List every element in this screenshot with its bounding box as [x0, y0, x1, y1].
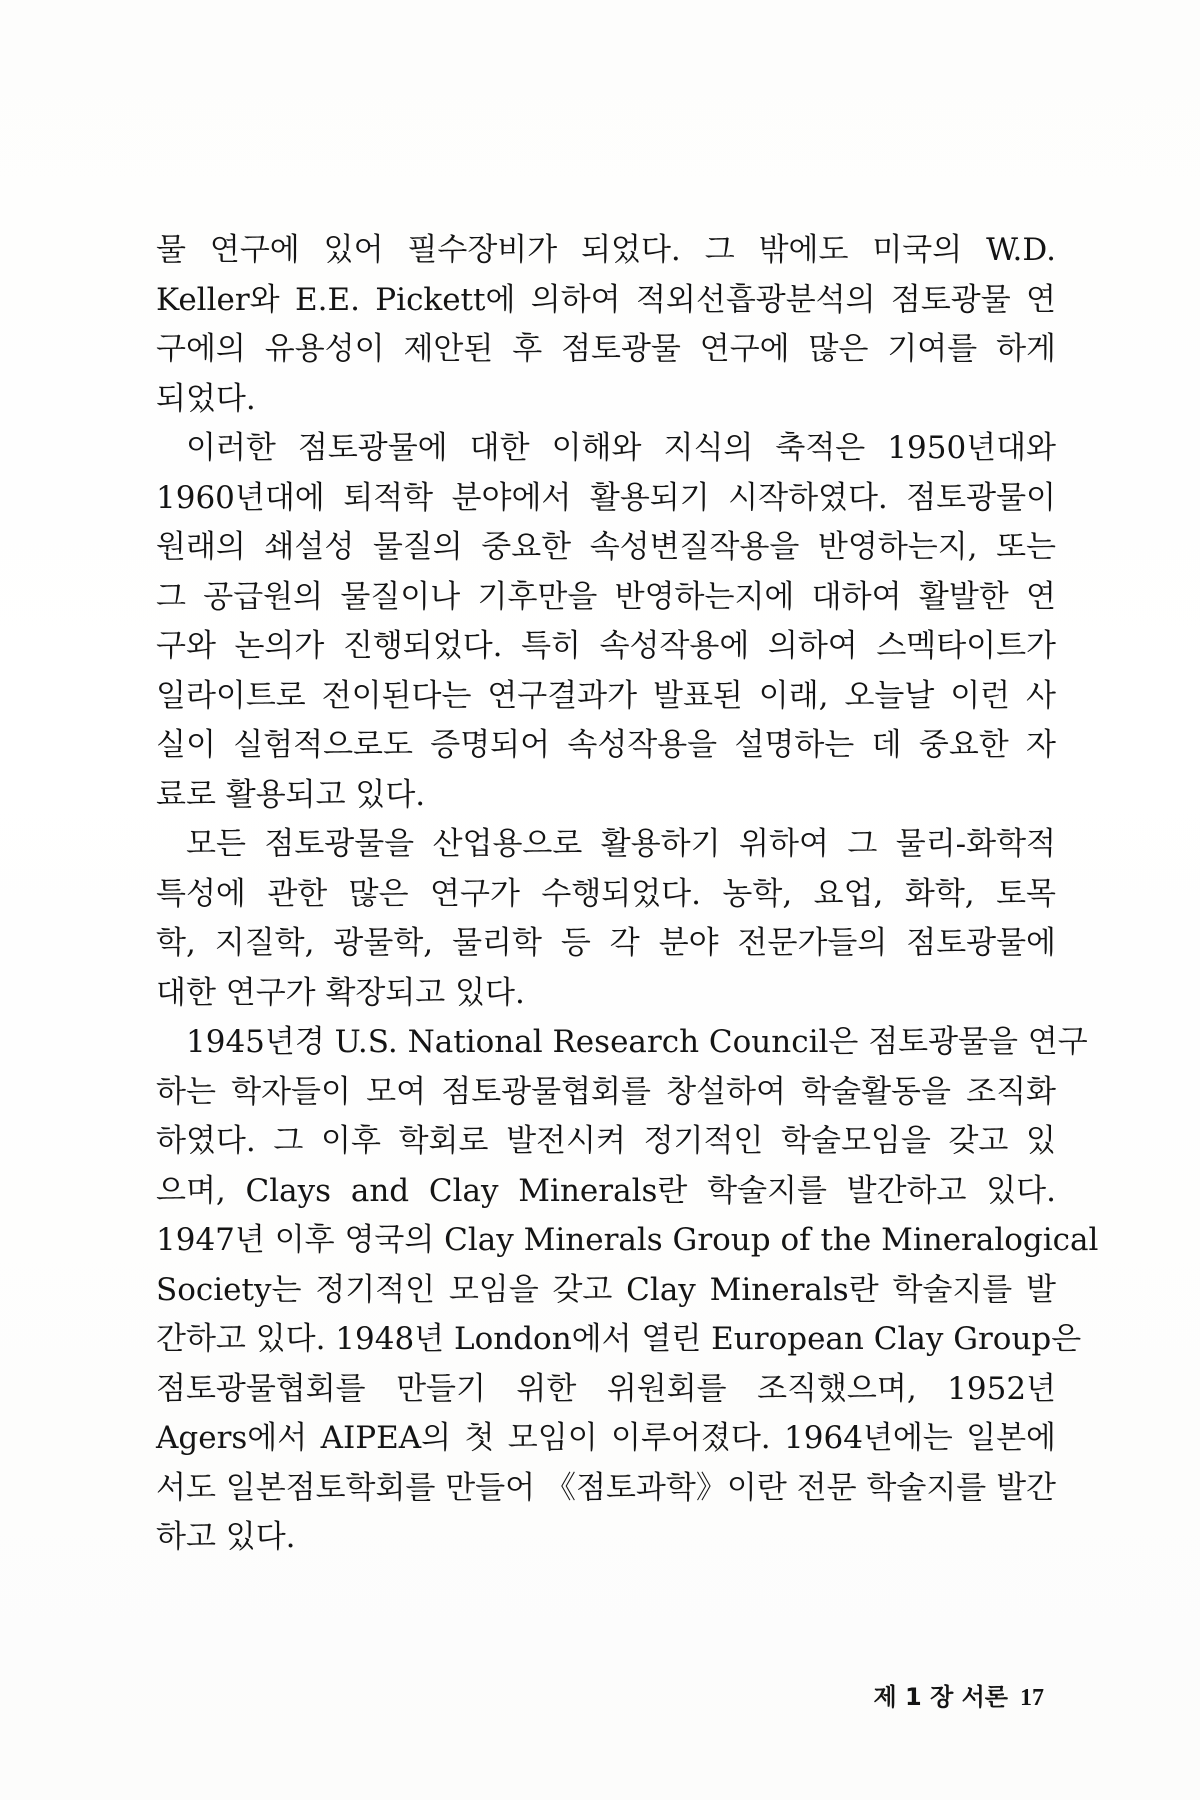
text-line: Society는 정기적인 모임을 갖고 Clay Minerals란 학술지를 발 — [156, 1271, 1056, 1308]
paragraph-3 — [156, 820, 1056, 1018]
page-number: 17 — [1020, 1685, 1044, 1711]
text-line: 되었다. — [156, 380, 256, 417]
text-line: 실이 실험적으로도 증명되어 속성작용을 설명하는 데 중요한 자 — [156, 727, 1056, 763]
text-line: 하였다. 그 이후 학회로 발전시켜 정기적인 학술모임을 갖고 있 — [156, 1123, 1056, 1159]
text-line: 그 공급원의 물질이나 기후만을 반영하는지에 대하여 활발한 연 — [156, 578, 1056, 615]
text-line: 간하고 있다. 1948년 London에서 열린 European Clay Group은 — [156, 1321, 1082, 1357]
page-footer — [873, 1677, 1044, 1712]
text-line: 1960년대에 퇴적학 분야에서 활용되기 시작하였다. 점토광물이 — [156, 479, 1056, 516]
text-line: 1947년 이후 영국의 Clay Minerals Group of the Mineralogical — [156, 1222, 1099, 1258]
text-line: Keller와 E.E. Pickett에 의하여 적외선흡광분석의 점토광물 연 — [156, 281, 1056, 318]
text-line: 1945년경 U.S. National Research Council은 점토광물을 연구 — [186, 1024, 1088, 1060]
text-line: 서도 일본점토학회를 만들어 《점토과학》이란 전문 학술지를 발간 — [156, 1469, 1056, 1506]
text-line: 이러한 점토광물에 대한 이해와 지식의 축적은 1950년대와 — [186, 430, 1056, 466]
text-line: 하고 있다. — [156, 1519, 296, 1555]
text-line: 하는 학자들이 모여 점토광물협회를 창설하여 학술활동을 조직화 — [156, 1073, 1056, 1110]
paragraph-4 — [156, 1018, 1099, 1563]
body-text — [156, 226, 1099, 1563]
paragraph-2 — [156, 424, 1056, 820]
text-line: Agers에서 AIPEA의 첫 모임이 이루어졌다. 1964년에는 일본에 — [156, 1420, 1056, 1456]
text-line: 구와 논의가 진행되었다. 특히 속성작용에 의하여 스멕타이트가 — [156, 628, 1056, 664]
text-line: 으며, Clays and Clay Minerals란 학술지를 발간하고 있다. — [156, 1172, 1056, 1209]
paragraph-1 — [156, 226, 1056, 424]
text-line: 점토광물협회를 만들기 위한 위원회를 조직했으며, 1952년 — [156, 1370, 1056, 1407]
text-line: 구에의 유용성이 제안된 후 점토광물 연구에 많은 기여를 하게 — [156, 331, 1056, 367]
text-line: 학, 지질학, 광물학, 물리학 등 각 분야 전문가들의 점토광물에 — [156, 925, 1056, 961]
chapter-label: 제 1 장 서론 — [873, 1683, 1008, 1711]
text-line: 물 연구에 있어 필수장비가 되었다. 그 밖에도 미국의 W.D. — [156, 232, 1056, 268]
text-line: 일라이트로 전이된다는 연구결과가 발표된 이래, 오늘날 이런 사 — [156, 677, 1056, 714]
text-line: 료로 활용되고 있다. — [156, 776, 426, 813]
text-line: 대한 연구가 확장되고 있다. — [156, 974, 525, 1011]
text-line: 특성에 관한 많은 연구가 수행되었다. 농학, 요업, 화학, 토목 — [156, 875, 1056, 912]
text-line: 모든 점토광물을 산업용으로 활용하기 위하여 그 물리-화학적 — [186, 826, 1056, 862]
text-line: 원래의 쇄설성 물질의 중요한 속성변질작용을 반영하는지, 또는 — [156, 529, 1056, 565]
